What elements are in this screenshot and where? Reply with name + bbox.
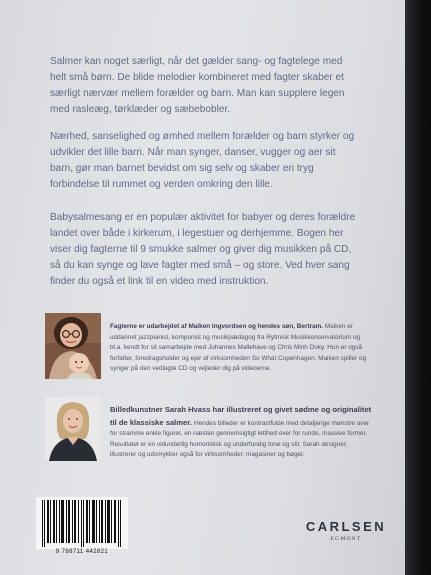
illustrator-bio [110, 404, 372, 461]
isbn-barcode [36, 497, 128, 549]
publisher-logo [300, 519, 392, 542]
description-paragraph-2: Nærhed, sanselighed og ømhed mellem forælder og barn styrker og udvikler det lille barn. Når man synger, danser, vugger og aer sit barn, gør man barnet bevidst om sig selv og skaber en tryg forbindelse til rummet og verden omkring den lille. [50, 131, 355, 190]
description-paragraph-3: Babysalmesang er en populær aktivitet for babyer og deres forældre landet over både i kirkerum, i legestuer og derhjemme. Bogen her viser dig fagterne til 9 smukke salmer og giver dig musikken på CD, så du kan synge og lave fagter med små – og store. Ved hver sang finder du også et link til en video med instruktion. [50, 212, 356, 287]
book-spine-edge [405, 0, 431, 575]
illustrator-bio-lead: Billedkunstner Sarah Hvass har illustreret og givet sødme og originalitet til de klassiske salmer. [110, 405, 372, 427]
illustrator-bio-text: Hendes billeder er kontrastfulde med detaljerige mønstre over for stramme enkle figurer, en næsten gennemsigtigt letthed over for runde, massive former. Resultatet er en vidunderlig humoristisk og underfundig tone og stil. Sarah designer, illustrerer og udsmykker også for virksomheder, magasiner og bøger. [110, 419, 370, 458]
publisher-sub: EGMONT [330, 536, 362, 542]
publisher-name: CARLSEN [305, 519, 387, 534]
isbn-number: 9 788711 442821 [55, 549, 109, 555]
illustrator-photo [45, 397, 101, 461]
author-bio [110, 322, 372, 375]
author-bio-lead: Fagterne er udarbejdet af Maiken Ingvordsen og hendes søn, Bertram. [110, 323, 325, 330]
description-paragraph-1: Salmer kan noget særligt, når det gælder sang- og fagtelege med helt små børn. De blide melodier kombineret med fagter skaber et særligt nærvær mellem forælder og barn. Man kan supplere legen med rasleæg, tørklæder og sæbebobler. [50, 56, 345, 115]
author-bio-text: Maiken er uddannet jazzpianist, komponist og musikpædagog fra Rytmisk Musikkonservatorium og bl.a. kendt for sit samarbejde med Johannes Mallehave og Chris Minh Doky. Hun er også forfatter, foredragsholder og ejer af virksomheden So What Copenhagen. Maiken spiller og synger på den vedlagte CD og vejleder dig på videoerne. [110, 323, 367, 372]
author-photo [45, 313, 101, 379]
